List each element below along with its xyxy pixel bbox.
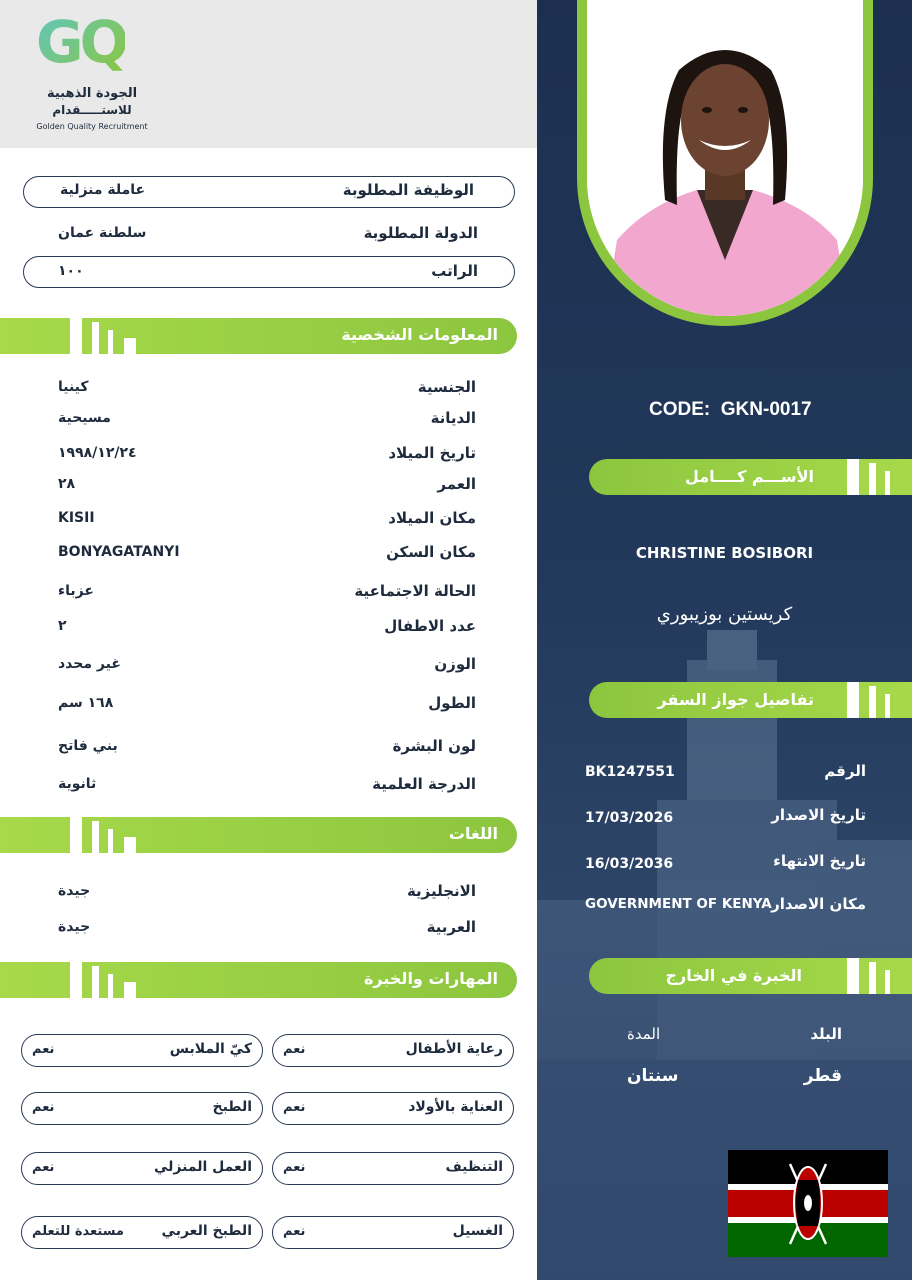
personal-label: الجنسية <box>417 378 476 396</box>
portrait-photo <box>587 0 863 316</box>
personal-label: لون البشرة <box>392 737 476 755</box>
bar-stripe <box>124 338 136 354</box>
personal-value: KISII <box>58 510 95 526</box>
job-value: عاملة منزلية <box>60 182 146 198</box>
right-panel <box>537 0 912 1280</box>
skill-pill <box>21 1092 263 1125</box>
personal-label: مكان السكن <box>386 543 476 561</box>
skill-label: الطبخ <box>212 1099 252 1115</box>
fullname-title: الأســـم كــــامل <box>684 467 814 486</box>
skill-label: العناية بالأولاد <box>408 1099 503 1115</box>
skill-value: نعم <box>283 1042 306 1057</box>
personal-value: ١٦٨ سم <box>58 695 114 711</box>
personal-label: الحالة الاجتماعية <box>354 582 476 600</box>
bar-stripe <box>124 982 136 998</box>
skill-value: نعم <box>32 1160 55 1175</box>
bar-stripe <box>92 821 99 853</box>
exp-country-header: البلد <box>810 1025 842 1043</box>
skill-label: التنظيف <box>445 1159 503 1175</box>
skill-value: نعم <box>283 1224 306 1239</box>
skill-label: كيّ الملابس <box>169 1041 252 1057</box>
country-value: سلطنة عمان <box>58 225 147 241</box>
personal-label: الطول <box>428 694 476 712</box>
brand-logo <box>36 8 148 80</box>
passport-place-value: GOVERNMENT OF KENYA <box>585 896 772 912</box>
personal-label: الدرجة العلمية <box>372 775 476 793</box>
personal-value: ٢ <box>58 618 67 634</box>
personal-label: عدد الاطفال <box>384 617 476 635</box>
personal-label: العمر <box>437 475 476 493</box>
lang-english-label: الانجليزية <box>406 882 476 900</box>
personal-value: ثانوية <box>58 776 97 792</box>
skill-label: رعاية الأطفال <box>405 1041 503 1057</box>
languages-title: اللغات <box>448 824 498 843</box>
passport-number-label: الرقم <box>824 762 866 780</box>
fullname-en: CHRISTINE BOSIBORI <box>635 544 814 562</box>
exp-duration-value: سنتان <box>627 1066 679 1086</box>
bar-stripe <box>847 958 859 994</box>
passport-expiry-label: تاريخ الانتهاء <box>773 852 866 870</box>
brand-name-en: Golden Quality Recruitment <box>36 122 148 131</box>
personal-value: مسيحية <box>58 410 111 426</box>
personal-label: تاريخ الميلاد <box>388 444 476 462</box>
skill-label: الغسيل <box>452 1223 503 1239</box>
bar-stripe <box>108 829 113 853</box>
bar-stripe <box>847 682 859 718</box>
bar-stripe <box>70 962 82 998</box>
passport-place-label: مكان الاصدار <box>771 895 866 913</box>
personal-label: الوزن <box>434 655 476 673</box>
skill-label: العمل المنزلي <box>154 1159 252 1175</box>
brand-name-ar-1: الجودة الذهبية <box>46 86 138 101</box>
bar-stripe <box>70 318 82 354</box>
salary-value: ١٠٠ <box>58 263 84 279</box>
bar-stripe <box>869 686 876 718</box>
bar-stripe <box>108 974 113 998</box>
bar-stripe <box>70 817 82 853</box>
skill-pill <box>21 1216 263 1249</box>
passport-expiry-value: 16/03/2036 <box>585 856 674 872</box>
personal-label: الديانة <box>430 409 476 427</box>
personal-value: كينيا <box>58 379 89 395</box>
personal-value: ٢٨ <box>58 476 76 492</box>
bar-stripe <box>885 694 890 718</box>
skills-title: المهارات والخبرة <box>363 969 498 988</box>
bar-stripe <box>108 330 113 354</box>
skill-pill <box>272 1216 514 1249</box>
skill-value: نعم <box>32 1042 55 1057</box>
bar-stripe <box>124 837 136 853</box>
personal-value: BONYAGATANYI <box>58 544 180 560</box>
skill-value: نعم <box>32 1100 55 1115</box>
country-label: الدولة المطلوبة <box>363 224 478 242</box>
skill-value: نعم <box>283 1100 306 1115</box>
salary-label: الراتب <box>431 262 478 280</box>
personal-value: ١٩٩٨/١٢/٢٤ <box>58 445 137 461</box>
bar-stripe <box>869 962 876 994</box>
passport-title: تفاصيل جواز السفر <box>657 690 814 709</box>
personal-title: المعلومات الشخصية <box>341 325 498 344</box>
passport-issue-value: 17/03/2026 <box>585 810 674 826</box>
header <box>0 0 537 148</box>
skill-value: مستعدة للتعلم <box>32 1224 124 1239</box>
lang-english-value: جيدة <box>58 883 91 899</box>
exp-country-value: قطر <box>803 1066 842 1086</box>
skill-value: نعم <box>283 1160 306 1175</box>
skill-pill <box>272 1152 514 1185</box>
candidate-code: CODE: GKN-0017 <box>649 399 812 420</box>
skill-pill <box>21 1034 263 1067</box>
bar-stripe <box>869 463 876 495</box>
personal-value: عزباء <box>58 583 94 599</box>
skill-label: الطبخ العربي <box>161 1223 252 1239</box>
kenya-flag-icon <box>728 1150 888 1257</box>
lang-arabic-value: جيدة <box>58 919 91 935</box>
bar-stripe <box>885 471 890 495</box>
bar-stripe <box>92 966 99 998</box>
exp-duration-header: المدة <box>627 1025 661 1043</box>
experience-title: الخبرة في الخارج <box>665 966 802 985</box>
skill-pill <box>272 1034 514 1067</box>
job-label: الوظيفة المطلوبة <box>342 181 474 199</box>
bar-stripe <box>847 459 859 495</box>
logo-letters: GQ <box>36 8 125 76</box>
personal-value: بني فاتح <box>58 738 118 754</box>
bar-stripe <box>885 970 890 994</box>
skill-pill <box>21 1152 263 1185</box>
personal-label: مكان الميلاد <box>388 509 476 527</box>
bar-stripe <box>92 322 99 354</box>
passport-number-value: BK1247551 <box>585 764 675 780</box>
brand-name-ar-2: للاستـــــقدام <box>52 103 132 117</box>
personal-value: غير محدد <box>58 656 121 672</box>
passport-issue-label: تاريخ الاصدار <box>771 806 866 824</box>
fullname-ar: كريستين بوزيبوري <box>656 604 793 625</box>
lang-arabic-label: العربية <box>426 918 476 936</box>
photo-frame-inner <box>587 0 863 316</box>
skill-pill <box>272 1092 514 1125</box>
